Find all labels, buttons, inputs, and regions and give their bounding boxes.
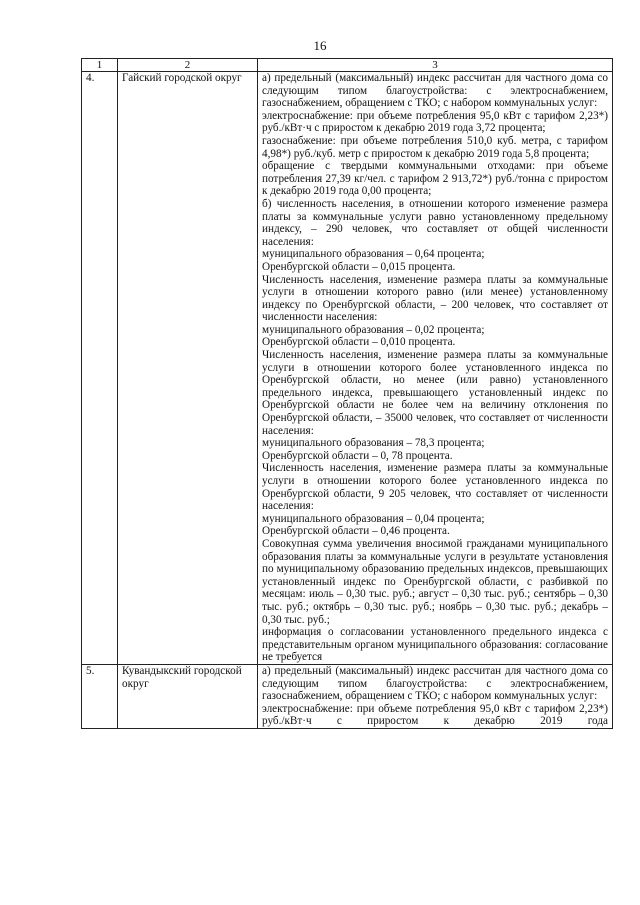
paragraph: Оренбургской области – 0, 78 процента.: [262, 449, 453, 462]
header-col-1: 1: [82, 59, 118, 72]
paragraph: Численность населения, изменение размера платы за коммунальные услуги в отношении которого более установленного индекса по Оренбургской области, но менее (или равно) установленного предельного индекса, превышающего установленный индекс по Оренбургской области не более чем на величину отклонения по Оренбургской области, – 35000 человек, что составляет от численности населения:: [262, 349, 608, 437]
paragraph: Оренбургской области – 0,46 процента.: [262, 525, 450, 538]
paragraph: Оренбургской области – 0,010 процента.: [262, 336, 456, 349]
table-row: [82, 72, 613, 665]
row-number: 4.: [82, 72, 118, 665]
tariff-table: [81, 58, 613, 729]
header-col-3: 3: [258, 59, 613, 72]
row-number: 5.: [82, 664, 118, 728]
row-content: [258, 664, 613, 728]
municipality-name: Кувандыкский городской округ: [118, 664, 258, 728]
row-content: [258, 72, 613, 665]
municipality-name: Гайский городской округ: [118, 72, 258, 665]
paragraph: электроснабжение: при объеме потребления 95,0 кВт с тарифом 2,23*) руб./кВт·ч с приростом к декабрю 2019 года 3,72 процента;: [262, 109, 608, 135]
paragraph: муниципального образования – 0,04 процента;: [262, 512, 485, 525]
paragraph: муниципального образования – 0,02 процента;: [262, 323, 485, 336]
paragraph: электроснабжение: при объеме потребления 95,0 кВт с тарифом 2,23*) руб./кВт·ч с приростом к декабрю 2019 года: [262, 702, 608, 728]
paragraph: обращение с твердыми коммунальными отходами: при объеме потребления 27,39 кг/чел. с тарифом 2 913,72*) руб./тонна с приростом к декабрю 2019 года 0,00 процента;: [262, 160, 608, 198]
header-col-2: 2: [118, 59, 258, 72]
paragraph: Численность населения, изменение размера платы за коммунальные услуги в отношении которого равно (или менее) установленному индексу по Оренбургской области, – 200 человек, что составляет от численности населения:: [262, 273, 608, 324]
paragraph: б) численность населения, в отношении которого изменение размера платы за коммунальные услуги равно установленному предельному индексу, – 290 человек, что составляет от общей численности населения:: [262, 197, 608, 248]
paragraph: муниципального образования – 0,64 процента;: [262, 248, 485, 261]
paragraph: а) предельный (максимальный) индекс рассчитан для частного дома со следующим типом благоустройства: с электроснабжением, газоснабжением, обращением с ТКО; с набором коммунальных услуг:: [262, 72, 608, 110]
paragraph: газоснабжение: при объеме потребления 510,0 куб. метра, с тарифом 4,98*) руб./куб. метр с приростом к декабрю 2019 года 5,8 процента;: [262, 134, 608, 160]
page-number: 16: [313, 38, 327, 53]
paragraph: Численность населения, изменение размера платы за коммунальные услуги в отношении которого более установленного индекса по Оренбургской области, 9 205 человек, что составляет от численности населения:: [262, 462, 608, 513]
paragraph: а) предельный (максимальный) индекс рассчитан для частного дома со следующим типом благоустройства: с электроснабжением, газоснабжением, обращением с ТКО; с набором коммунальных услуг:: [262, 664, 608, 703]
table-row: [82, 664, 613, 728]
paragraph: Совокупная сумма увеличения вносимой гражданами муниципального образования платы за коммунальные услуги в результате установления по муниципальному образованию предельных индексов, превышающих установленный индекс по Оренбургской области, с разбивкой по месяцам: июль – 0,30 тыс. руб.; август – 0,30 тыс. руб.; сентябрь – 0,30 тыс. руб.; октябрь – 0,30 тыс. руб.; ноябрь – 0,30 тыс. руб.; декабрь – 0,30 тыс. руб.;: [262, 537, 608, 626]
paragraph: Оренбургской области – 0,015 процента.: [262, 260, 456, 273]
paragraph: муниципального образования – 78,3 процента;: [262, 437, 485, 450]
table-header-row: [82, 59, 613, 72]
paragraph: информация о согласовании установленного предельного индекса с представительным органом муниципального образования: согласование не требуется: [262, 626, 608, 664]
